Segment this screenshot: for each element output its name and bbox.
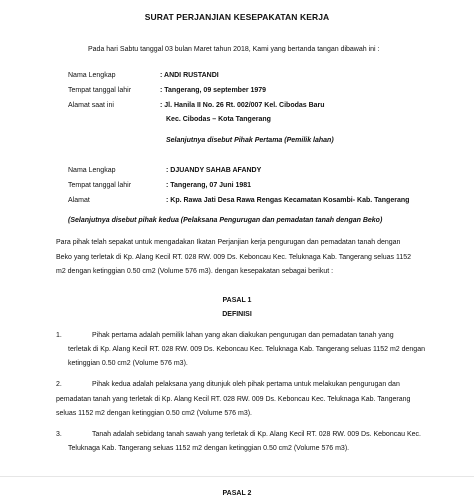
pasal1-item-number: 1. [56,332,62,339]
pasal1-item-number: 3. [56,431,62,438]
intro-line: Beko yang terletak di Kp. Alang Kecil RT. 028 RW. 009 Ds. Keboncau Kec. Teluknaga Kab. Tangerang seluas 1152 [56,254,412,261]
pasal1-item-line: seluas 1152 m2 dengan ketinggian 0.50 cm2 (Volume 576 m3). [56,410,252,417]
pasal1-item-line: Pihak kedua adalah pelaksana yang ditunjuk oleh pihak pertama untuk melakukan pengurugan dan [92,381,400,388]
party1-name-value: : ANDI RUSTANDI [160,72,219,79]
pasal2-heading: PASAL 2 [222,490,252,497]
pasal1-item-line: terletak di Kp. Alang Kecil RT. 028 RW. 009 Ds. Keboncau Kec. Teluknaga Kab. Tangerang seluas 1152 m2 dengan [68,346,425,353]
pasal1-item-line: pemadatan tanah yang terletak di Kp. Alang Kecil RT. 028 RW. 009 Ds. Keboncau Kec. Teluknaga Kab. Tangerang [56,396,411,403]
party1-address-value: : Jl. Hanila II No. 26 Rt. 002/007 Kel. Cibodas Baru [160,102,325,109]
intro-line: Para pihak telah sepakat untuk mengadakan Ikatan Perjanjian kerja pengurugan dan pemadatan tanah dengan [56,239,401,246]
party2-address-value: : Kp. Rawa Jati Desa Rawa Rengas Kecamatan Kosambi- Kab. Tangerang [166,197,410,204]
opening-paragraph: Pada hari Sabtu tanggal 03 bulan Maret tahun 2018, Kami yang bertanda tangan dibawah ini : [88,46,380,53]
document-title: SURAT PERJANJIAN KESEPAKATAN KERJA [144,12,330,22]
party1-birth-value: : Tangerang, 09 september 1979 [160,87,267,94]
party2-name-label: Nama Lengkap [68,167,116,174]
party2-birth-value: : Tangerang, 07 Juni 1981 [166,182,252,189]
party1-birth-label: Tempat tanggal lahir [68,87,132,94]
pasal1-item-line: Tanah adalah sebidang tanah sawah yang terletak di Kp. Alang Kecil RT. 028 RW. 009 Ds. Keboncau Kec. [92,431,421,438]
page-separator [0,476,474,477]
party2-birth-label: Tempat tanggal lahir [68,182,132,189]
pasal1-subheading: DEFINISI [222,311,252,318]
party1-address-label: Alamat saat ini [68,102,114,109]
pasal1-item-line: ketinggian 0.50 cm2 (Volume 576 m3). [68,360,188,367]
intro-line: m2 dengan ketinggian 0.50 cm2 (Volume 576 m3). dengan kesepakatan sebagai berikut : [56,268,334,275]
party1-name-label: Nama Lengkap [68,72,116,79]
party2-address-label: Alamat [68,197,90,204]
party2-role-note: (Selanjutnya disebut pihak kedua (Pelaksana Pengurugan dan pemadatan tanah dengan Beko) [68,217,383,224]
party2-name-value: : DJUANDY SAHAB AFANDY [166,167,262,174]
pasal1-heading: PASAL 1 [222,297,252,304]
party1-role-note: Selanjutnya disebut Pihak Pertama (Pemilik lahan) [166,137,334,144]
pasal1-item-line: Teluknaga Kab. Tangerang seluas 1152 m2 dengan ketinggian 0.50 cm2 (Volume 576 m3). [68,445,350,452]
pasal1-item-number: 2. [56,381,62,388]
party1-address-continuation: Kec. Cibodas – Kota Tangerang [166,116,271,123]
pasal1-item-line: Pihak pertama adalah pemilik lahan yang akan diakukan pengurugan dan pemadatan tanah yang [92,332,394,339]
